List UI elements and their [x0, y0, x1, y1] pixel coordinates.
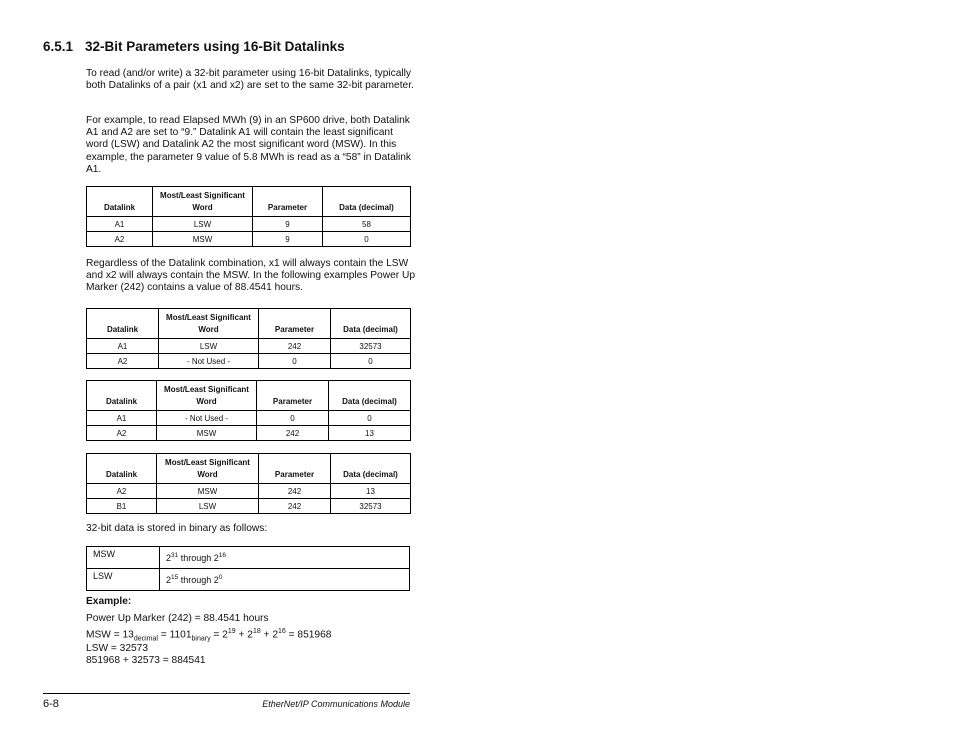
- table-row: [87, 232, 411, 247]
- cell-parameter: 242: [257, 426, 329, 441]
- cell-range: $2^{31}$ through $2^{16}$: [160, 547, 410, 569]
- cell-datalink: A1: [87, 339, 159, 354]
- cell-data: 0: [331, 354, 411, 369]
- datalink-table-2: [86, 308, 411, 369]
- cell-word: LSW: [153, 217, 253, 232]
- header-data: Data (decimal): [329, 381, 411, 411]
- cell-parameter: 242: [259, 484, 331, 499]
- table-row: [87, 339, 411, 354]
- header-parameter: Parameter: [259, 454, 331, 484]
- table-row: [87, 411, 411, 426]
- cell-parameter: 242: [259, 499, 331, 514]
- header-word: Most/Least Significant Word: [157, 381, 257, 411]
- table-row: [87, 217, 411, 232]
- datalink-table-4: [86, 453, 411, 514]
- table-row: [87, 499, 411, 514]
- binary-storage-table: [86, 546, 410, 591]
- cell-word: MSW: [153, 232, 253, 247]
- header-datalink: Datalink: [87, 309, 159, 339]
- cell-word: MSW: [157, 426, 257, 441]
- table-row: [87, 354, 411, 369]
- example-line-1: Power Up Marker (242) = 88.4541 hours: [86, 613, 269, 624]
- datalink-table-1: [86, 186, 411, 247]
- page-number: 6-8: [43, 698, 59, 710]
- header-data: Data (decimal): [323, 187, 411, 217]
- cell-datalink: A1: [87, 217, 153, 232]
- cell-parameter: 9: [253, 217, 323, 232]
- cell-data: 13: [331, 484, 411, 499]
- header-word: Most/Least Significant Word: [157, 454, 259, 484]
- header-data: Data (decimal): [331, 454, 411, 484]
- header-datalink: Datalink: [87, 187, 153, 217]
- cell-data: 0: [329, 411, 411, 426]
- cell-datalink: B1: [87, 499, 157, 514]
- example-line-3: LSW = 32573: [86, 643, 149, 654]
- cell-parameter: 242: [259, 339, 331, 354]
- header-word: Most/Least Significant Word: [153, 187, 253, 217]
- intro-paragraph: To read (and/or write) a 32-bit parameter using 16-bit Datalinks, typically both Datalinks of a pair (x1 and x2) are set to the same 32-bit parameter.: [86, 68, 414, 92]
- table-header-row: [87, 381, 411, 411]
- regardless-paragraph: Regardless of the Datalink combination, x1 will always contain the LSW and x2 will always contain the MSW. In the following examples Power Up Marker (242) contains a value of 88.4541 hours.: [86, 258, 415, 294]
- table-row: [87, 547, 410, 569]
- section-number: 6.5.1: [43, 39, 74, 54]
- cell-word: - Not Used -: [157, 411, 257, 426]
- cell-label: LSW: [87, 569, 160, 591]
- cell-range: $2^{15}$ through $2^0$: [160, 569, 410, 591]
- cell-parameter: 0: [259, 354, 331, 369]
- cell-data: 32573: [331, 339, 411, 354]
- table-header-row: [87, 309, 411, 339]
- cell-datalink: A2: [87, 232, 153, 247]
- cell-data: 32573: [331, 499, 411, 514]
- table-header-row: [87, 454, 411, 484]
- header-data: Data (decimal): [331, 309, 411, 339]
- cell-datalink: A2: [87, 354, 159, 369]
- cell-word: - Not Used -: [159, 354, 259, 369]
- document-title: EtherNet/IP Communications Module: [262, 699, 410, 709]
- header-datalink: Datalink: [87, 381, 157, 411]
- table-header-row: [87, 187, 411, 217]
- section-title: 32-Bit Parameters using 16-Bit Datalinks: [85, 39, 345, 54]
- footer-divider: [43, 693, 410, 694]
- cell-data: 0: [323, 232, 411, 247]
- cell-datalink: A2: [87, 426, 157, 441]
- cell-parameter: 9: [253, 232, 323, 247]
- datalink-table-3: [86, 380, 411, 441]
- cell-word: MSW: [157, 484, 259, 499]
- example-line-4: 851968 + 32573 = 884541: [86, 655, 206, 666]
- cell-datalink: A1: [87, 411, 157, 426]
- example-line-2: MSW = $13_{decimal} = 1101_{binary} = 2^{19} + 2^{18} + 2^{16} = 851968$: [86, 628, 332, 643]
- binary-intro-paragraph: 32-bit data is stored in binary as follows:: [86, 523, 268, 534]
- example-paragraph: For example, to read Elapsed MWh (9) in an SP600 drive, both Datalink A1 and A2 are set to “9.” Datalink A1 will contain the least significant word (LSW) and Datalink A2 the most significant word (MSW). In this example, the parameter 9 value of 5.8 MWh is read as a “58” in Datalink A1.: [86, 115, 412, 175]
- header-parameter: Parameter: [253, 187, 323, 217]
- cell-datalink: A2: [87, 484, 157, 499]
- cell-word: LSW: [157, 499, 259, 514]
- table-row: [87, 426, 411, 441]
- example-title: Example:: [86, 596, 132, 607]
- table-row: [87, 569, 410, 591]
- cell-word: LSW: [159, 339, 259, 354]
- cell-parameter: 0: [257, 411, 329, 426]
- cell-label: MSW: [87, 547, 160, 569]
- header-parameter: Parameter: [259, 309, 331, 339]
- table-row: [87, 484, 411, 499]
- header-word: Most/Least Significant Word: [159, 309, 259, 339]
- cell-data: 13: [329, 426, 411, 441]
- cell-data: 58: [323, 217, 411, 232]
- section-heading: [43, 39, 345, 54]
- header-datalink: Datalink: [87, 454, 157, 484]
- header-parameter: Parameter: [257, 381, 329, 411]
